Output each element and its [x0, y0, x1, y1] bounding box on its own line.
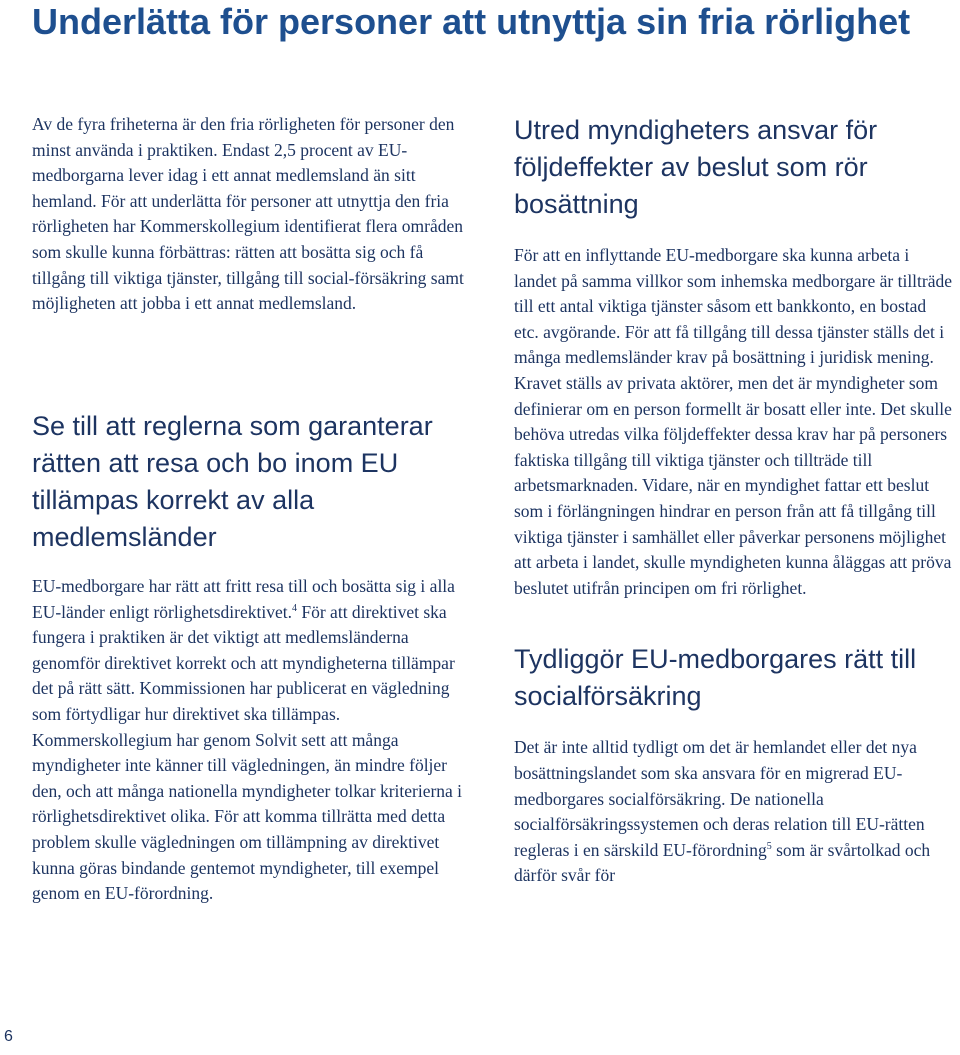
section1-heading: Se till att reglerna som garanterar rätten att resa och bo inom EU tillämpas korrekt av alla medlemsländer: [32, 411, 433, 552]
footnote-marker-4: 4: [292, 602, 297, 614]
page-number: 6: [4, 1028, 13, 1045]
section1-body: [32, 574, 472, 907]
section2-heading: Utred myndigheters ansvar för följdeffekter av beslut som rör bosättning: [514, 115, 878, 219]
footnote-marker-5: 5: [766, 840, 772, 852]
intro-paragraph: Av de fyra friheterna är den fria rörligheten för personer den minst använda i praktiken. Endast 2,5 procent av EU-medborgarna lever idag i ett annat medlemsland än sitt hemland. För att underlätta för personer att utnyttja den fria rörligheten har Kommerskollegium identifierat flera områden som skulle kunna förbättras: rätten att bosätta sig och få tillgång till viktiga tjänster, tillgång till social-försäkring samt möjligheten att jobba i ett annat medlemsland.: [32, 114, 464, 314]
left-column: [32, 112, 472, 907]
section1-body-continued: För att direktivet ska fungera i praktiken är det viktigt att medlemsländerna genomför direktivet korrekt och att myndigheterna tillämpar det på rätt sätt. Kommissionen har publicerat en vägledning som förtydligar hur direktivet ska tillämpas. Kommerskollegium har genom Solvit sett att många myndigheter inte känner till vägledningen, än mindre följer den, och att många nationella myndigheter tolkar kriterierna i rörlighetsdirektivet olika. För att komma tillrätta med detta problem skulle vägledningen om tillämpning av direktivet kunna göras bindande gentemot myndigheter, till exempel genom en EU-förordning.: [32, 601, 463, 904]
section1-body-text: EU-medborgare har rätt att fritt resa till och bosätta sig i alla EU-länder enligt rörlighetsdirektivet.: [32, 576, 455, 622]
section3-heading: Tydliggör EU-medborgares rätt till socialförsäkring: [514, 644, 917, 712]
section3-body-text: Det är inte alltid tydligt om det är hemlandet eller det nya bosättningslandet som ska ansvara för en migrerad EU-medborgares socialförsäkring. De nationella socialförsäkringssystemen och deras relation till EU-rätten regleras i en särskild EU-förordning: [514, 737, 925, 860]
section3-body: [514, 735, 954, 889]
page-title: Underlätta för personer att utnyttja sin fria rörlighet: [32, 1, 911, 42]
section3-body-continued: som är svårtolkad och därför svår för: [514, 839, 931, 886]
section2-body: För att en inflyttande EU-medborgare ska kunna arbeta i landet på samma villkor som inhemska medborgare är tillträde till ett antal viktiga tjänster såsom ett bankkonto, en bostad etc. avgörande. För att få tillgång till dessa tjänster ställs det i många medlemsländer krav på bosättning i juridisk mening. Kravet ställs av privata aktörer, men det är myndigheter som definierar om en person formellt är bosatt eller inte. Det skulle behöva utredas vilka följdeffekter dessa krav har på personers faktiska tillgång till viktiga tjänster och tillträde till arbetsmarknaden. Vidare, när en myndighet fattar ett beslut som i förlängningen hindrar en person från att få tillgång till viktiga tjänster i samhället eller påverkar personens möjlighet att arbeta i landet, skulle myndigheten kunna åläggas att pröva beslutet utifrån principen om fri rörlighet.: [514, 245, 953, 598]
right-column: [514, 112, 954, 889]
